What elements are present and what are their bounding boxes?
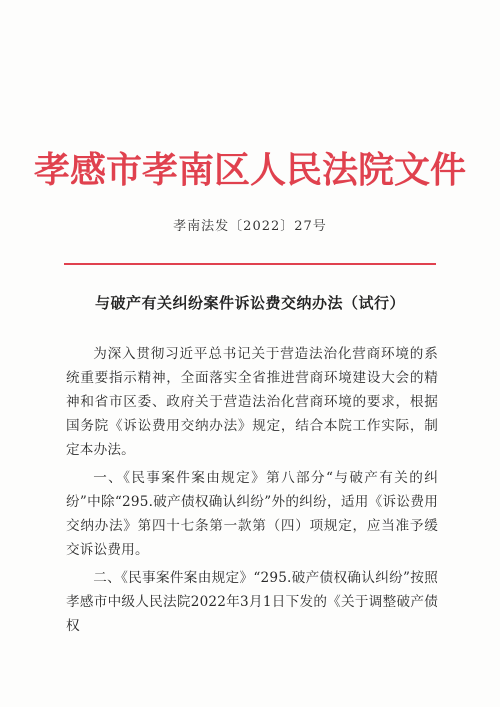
red-divider-line xyxy=(64,263,436,265)
document-body xyxy=(66,342,438,642)
body-paragraph-article-1: 一、《民事案件案由规定》第八部分“与破产有关的纠纷”中除“295.破产债权确认纠纷”外的纠纷，适用《诉讼费用交纳办法》第四十七条第一款第（四）项规定，应当准予缓交诉讼费用。 xyxy=(66,470,438,558)
document-number: 孝南法发〔2022〕27号 xyxy=(173,219,327,234)
body-paragraph-intro: 为深入贯彻习近平总书记关于营造法治化营商环境的系统重要指示精神，全面落实全省推进营商环境建设大会的精神和省市区委、政府关于营造法治化营商环境的要求，根据国务院《诉讼费用交纳办法》规定，结合本院工作实际，制定本办法。 xyxy=(66,346,438,458)
issuer-header-title: 孝感市孝南区人民法院文件 xyxy=(33,149,466,191)
body-paragraph-article-2: 二、《民事案件案由规定》“295.破产债权确认纠纷”按照孝感市中级人民法院2022年3月1日下发的《关于调整破产债权 xyxy=(66,570,438,634)
document-title: 与破产有关纠纷案件诉讼费交纳办法（试行） xyxy=(94,294,405,312)
